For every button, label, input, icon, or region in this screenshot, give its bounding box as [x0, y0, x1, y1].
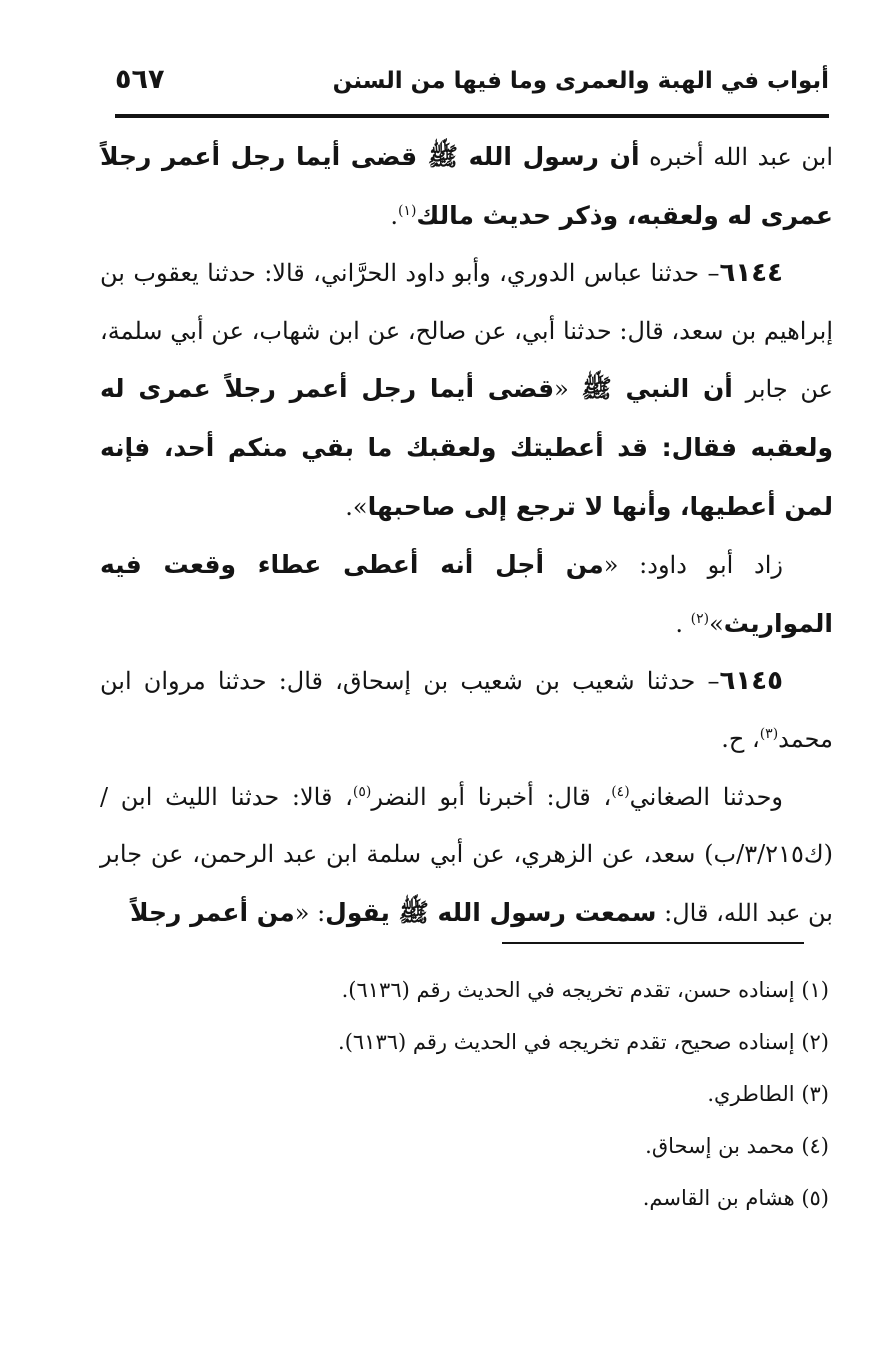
text-span: . [390, 201, 398, 230]
isnad-text: – حدثنا شعيب بن شعيب بن إسحاق، قال: حدثنا مروان ابن محمد [100, 667, 833, 753]
hadith-text: أن رسول الله ﷺ قضى أيما رجل أعمر رجلاً عمرى له ولعقبه، وذكر حديث مالك [100, 142, 833, 230]
paragraph-2 [100, 245, 833, 536]
paragraph-5 [100, 769, 833, 943]
hadith-number: ٦١٤٥ [719, 666, 783, 697]
quote-mark: » [709, 609, 724, 638]
text-span: . [675, 609, 691, 638]
isnad-text: ، قالا: حدثنا الليث ابن / (ك٣/٢١٥/ب) سعد، عن الزهري، عن أبي سلمة ابن عبد الرحمن، عن جابر بن عبد الله، قال: [100, 782, 834, 927]
hadith-text: أن النبي ﷺ [581, 374, 733, 404]
footnote-ref: (٢) [690, 610, 710, 627]
text-span: ، ح. [721, 724, 760, 753]
footnote-ref: (١) [397, 202, 417, 219]
footnote-item: (١) إسناده حسن، تقدم تخريجه في الحديث رقم (٦١٣٦). [341, 978, 829, 1002]
paragraph-1 [100, 128, 833, 245]
running-title: أبواب في الهبة والعمرى وما فيها من السنن [332, 68, 829, 94]
hadith-text: من أجل أنه أعطى عطاء وقعت فيه المواريث [100, 550, 833, 638]
page-number: ٥٦٧ [115, 64, 165, 95]
footnote-separator [502, 942, 804, 944]
footnote-item: (٥) هشام بن القاسم. [642, 1186, 829, 1210]
isnad-text: وحدثنا الصغاني [629, 782, 783, 811]
footnote-ref: (٣) [759, 725, 779, 742]
isnad-text: – حدثنا عباس الدوري، وأبو داود الحرَّاني، قالا: حدثنا يعقوب بن إبراهيم بن سعد، قال: حدثنا أبي، عن صالح، عن ابن شهاب، عن أبي سلمة، عن جابر [100, 259, 833, 404]
hadith-number: ٦١٤٤ [719, 258, 783, 289]
footnote-ref: (٥) [352, 783, 372, 800]
main-text [100, 128, 833, 942]
footnote-item: (٣) الطاطري. [707, 1082, 829, 1106]
running-header [115, 64, 829, 116]
paragraph-4 [100, 653, 833, 768]
footnotes [120, 964, 829, 1224]
hadith-text: سمعت رسول الله ﷺ يقول [325, 897, 657, 927]
header-rule [115, 114, 829, 118]
footnote-item: (٢) إسناده صحيح، تقدم تخريجه في الحديث رقم (٦١٣٦). [338, 1030, 829, 1054]
quote-mark: ». [345, 492, 368, 521]
text-span: زاد أبو داود: « [603, 551, 783, 580]
hadith-text: قضى أيما رجل أعمر رجلاً عمرى له ولعقبه فقال: قد أعطيتك ولعقبك ما بقي منكم أحد، فإنه لمن أعطيها، وأنها لا ترجع إلى صاحبها [100, 374, 833, 521]
isnad-text: ، قال: أخبرنا أبو النضر [371, 782, 612, 811]
hadith-text: من أعمر رجلاً [130, 897, 295, 927]
footnote-ref: (٤) [611, 783, 630, 800]
text-span: ابن عبد الله أخبره [639, 143, 833, 171]
quote-mark: « [554, 375, 582, 404]
footnote-item: (٤) محمد بن إسحاق. [645, 1134, 829, 1158]
paragraph-3 [100, 536, 833, 653]
quote-mark: : « [294, 898, 326, 927]
